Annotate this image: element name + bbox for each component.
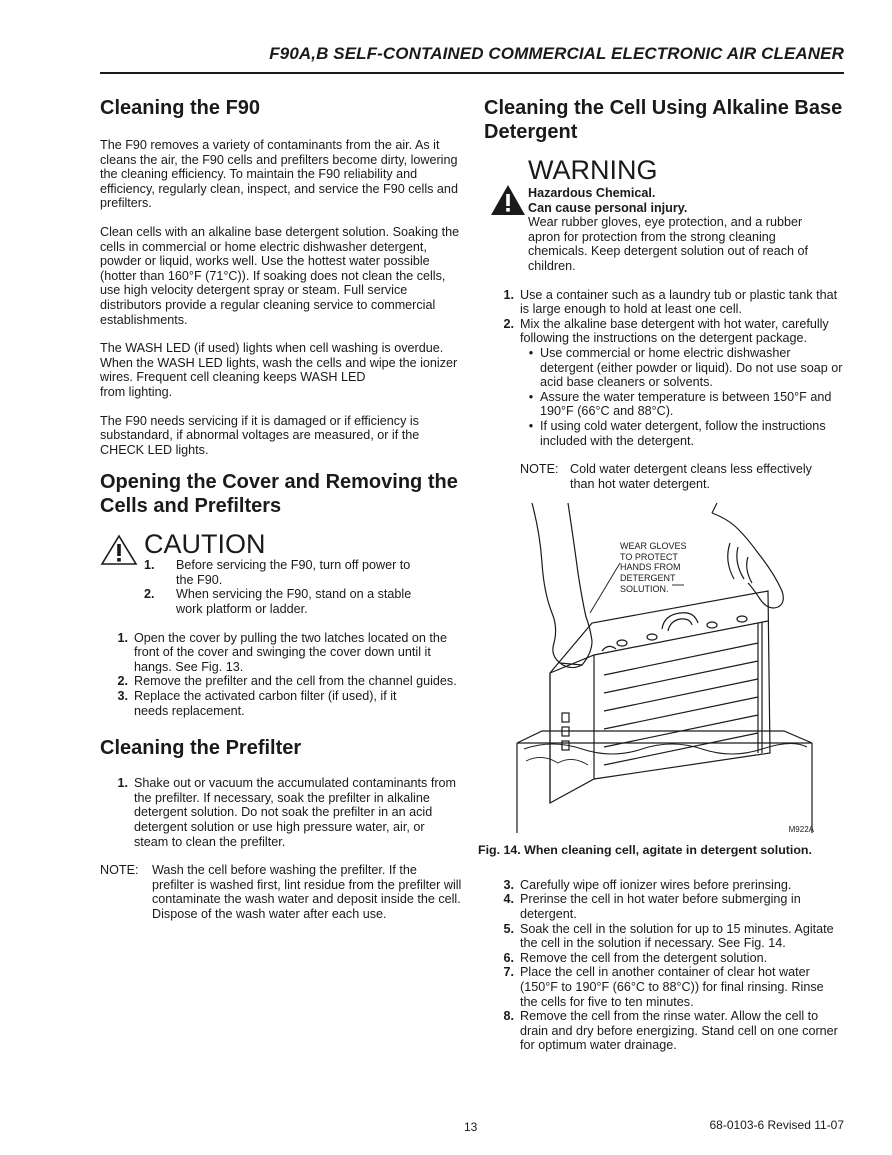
callout-line: DETERGENT [620, 573, 676, 584]
document-header-title: F90A,B SELF-CONTAINED COMMERCIAL ELECTRONIC AIR CLEANER [269, 44, 844, 63]
cell-steps-b [484, 878, 844, 1053]
paragraph: The F90 needs servicing if it is damaged or if efficiency is substandard, if abnormal voltages are measured, or if the CHECK LED lights. [100, 413, 420, 457]
list-item [144, 558, 462, 587]
paragraph: from lighting. [100, 384, 173, 399]
bullet-item [522, 390, 844, 419]
document-id: 68-0103-6 Revised 11-07 [709, 1118, 844, 1132]
warning-text: Wear rubber gloves, eye protection, and a rubber apron for protection from the strong cleaning chemicals. Keep detergent solution out of reach of children. [528, 215, 809, 273]
item-number: 8. [503, 1009, 514, 1024]
heading-cleaning-f90: Cleaning the F90 [100, 97, 261, 119]
item-number: 1. [144, 558, 155, 573]
item-text: Place the cell in another container of clear hot water (150°F to 190°F (66°C to 88°C)) for final rinsing. Rinse the cells for five to ten minutes. [520, 965, 824, 1009]
item-number: 6. [503, 950, 514, 965]
warning-triangle-icon [490, 184, 526, 216]
list-item [484, 892, 844, 921]
list-item [100, 674, 462, 689]
item-text: Replace the activated carbon filter (if used), if it needs replacement. [134, 689, 397, 718]
right-column [478, 96, 844, 1053]
list-item [144, 587, 462, 616]
item-text: Open the cover by pulling the two latches located on the front of the cover and swinging the cover down until it hangs. See Fig. 13. [134, 630, 447, 674]
bullet-text: If using cold water detergent, follow the instructions included with the detergent. [540, 418, 826, 448]
warning-label: WARNING [528, 155, 658, 185]
list-item [484, 878, 844, 893]
item-number: 2. [144, 587, 155, 602]
item-text: Remove the cell from the rinse water. Allow the cell to drain and dry before energizing. Stand cell on one corner for optimum water drainage. [520, 1009, 838, 1053]
figure-caption: Fig. 14. When cleaning cell, agitate in detergent solution. [478, 843, 812, 858]
item-number: 2. [117, 674, 128, 689]
caution-block [100, 530, 462, 616]
item-text: Prerinse the cell in hot water before submerging in detergent. [520, 892, 801, 922]
note-label: NOTE: [520, 462, 559, 477]
list-item [484, 288, 844, 317]
paragraph: The WASH LED (if used) lights when cell washing is overdue. When the WASH LED lights, wash the cells and wipe the ionizer wires. Frequent cell cleaning keeps WASH LED [100, 341, 458, 385]
bullet-item [522, 346, 844, 390]
prefilter-steps [100, 776, 462, 849]
item-text: Carefully wipe off ionizer wires before prerinsing. [520, 877, 792, 892]
warning-hazard: Hazardous Chemical. [528, 186, 656, 200]
caution-list [144, 558, 462, 616]
list-item [484, 951, 844, 966]
bullet-dot: • [528, 389, 534, 404]
item-text: Before servicing the F90, turn off power to the F90. [176, 558, 411, 587]
item-text: When servicing the F90, stand on a stable work platform or ladder. [176, 587, 412, 617]
heading-cleaning-prefilter: Cleaning the Prefilter [100, 737, 302, 760]
cold-water-note [484, 462, 844, 491]
item-text: Use a container such as a laundry tub or plastic tank that is large enough to hold at least one cell. [520, 287, 838, 317]
list-item [100, 689, 462, 718]
item-number: 5. [503, 921, 514, 936]
prefilter-note [100, 863, 462, 921]
item-number: 2. [503, 316, 514, 331]
item-text: Remove the cell from the detergent solution. [520, 950, 768, 965]
item-number: 1. [503, 287, 514, 302]
item-number: 3. [503, 877, 514, 892]
left-column [100, 96, 462, 922]
bullet-text: Assure the water temperature is between 150°F and 190°F (66°C and 88°C). [540, 389, 832, 419]
paragraph: Clean cells with an alkaline base detergent solution. Soaking the cells in commercial or home electric dishwasher detergent, powder or liquid, works well. Use the hottest water possible (hotter than 160°F (71°C)). If soaking does not clean the cells, use high velocity detergent spray or steam. Full service distributors provide a regular cleaning service to commercial establishments. [100, 224, 460, 327]
opening-steps [100, 631, 462, 719]
list-item [484, 965, 844, 1009]
item-text: Soak the cell in the solution for up to 15 minutes. Agitate the cell in the solution if necessary. See Fig. 14. [520, 921, 834, 951]
bullet-dot: • [528, 345, 534, 360]
list-item [484, 1009, 844, 1053]
page-number: 13 [464, 1120, 478, 1134]
header-rule [100, 72, 844, 74]
list-item [100, 631, 462, 675]
item-number: 3. [117, 689, 128, 704]
callout-line: TO PROTECT [620, 551, 678, 562]
note-label: NOTE: [100, 863, 139, 878]
heading-opening-cover: Opening the Cover and Removing the Cells and Prefilters [100, 471, 458, 518]
item-text: Shake out or vacuum the accumulated contaminants from the prefilter. If necessary, soak the prefilter in alkaline detergent solution. Do not soak the prefilter in an acid detergent solution or use high pressure water, air, or steam to clean the prefilter. [134, 776, 457, 849]
heading-cleaning-cell: Cleaning the Cell Using Alkaline Base Detergent [484, 97, 843, 143]
item-number: 1. [117, 630, 128, 645]
bullet-text: Use commercial or home electric dishwasher detergent (either powder or liquid). Do not use soap or acid base cleaners or solvents. [540, 345, 843, 390]
warning-injury: Can cause personal injury. [528, 200, 688, 215]
item-text: Mix the alkaline base detergent with hot water, carefully following the instructions on the detergent package. [520, 316, 829, 346]
list-item [100, 776, 462, 849]
list-item [484, 922, 844, 951]
callout-line: HANDS FROM [620, 562, 681, 573]
item-number: 4. [503, 892, 514, 907]
caution-label: CAUTION [144, 529, 266, 560]
callout-line: SOLUTION. [620, 583, 669, 594]
paragraph: The F90 removes a variety of contaminants from the air. As it cleans the air, the F90 cells and prefilters become dirty, lowering the cleaning efficiency. To maintain the F90 reliability and efficiency, regularly clean, inspect, and service the F90 cells and prefilters. [100, 138, 458, 211]
item-number: 1. [117, 776, 128, 791]
cell-steps-a [484, 288, 844, 346]
figure-14 [512, 503, 842, 833]
figure-callout [620, 541, 687, 594]
list-item [484, 317, 844, 346]
item-text: Remove the prefilter and the cell from the channel guides. [134, 674, 457, 689]
caution-triangle-icon [100, 534, 138, 566]
warning-block [484, 156, 844, 274]
figure-id: M922A [788, 824, 814, 834]
item-number: 7. [503, 965, 514, 980]
bullet-item [522, 419, 844, 448]
detergent-bullets [484, 346, 844, 448]
note-text: Cold water detergent cleans less effectively than hot water detergent. [570, 462, 812, 491]
bullet-dot: • [528, 418, 534, 433]
callout-line: WEAR GLOVES [620, 541, 687, 552]
note-text: Wash the cell before washing the prefilter. If the prefilter is washed first, lint residue from the prefilter will contaminate the wash water and deposit inside the cell. Dispose of the wash water after each use. [152, 863, 462, 921]
